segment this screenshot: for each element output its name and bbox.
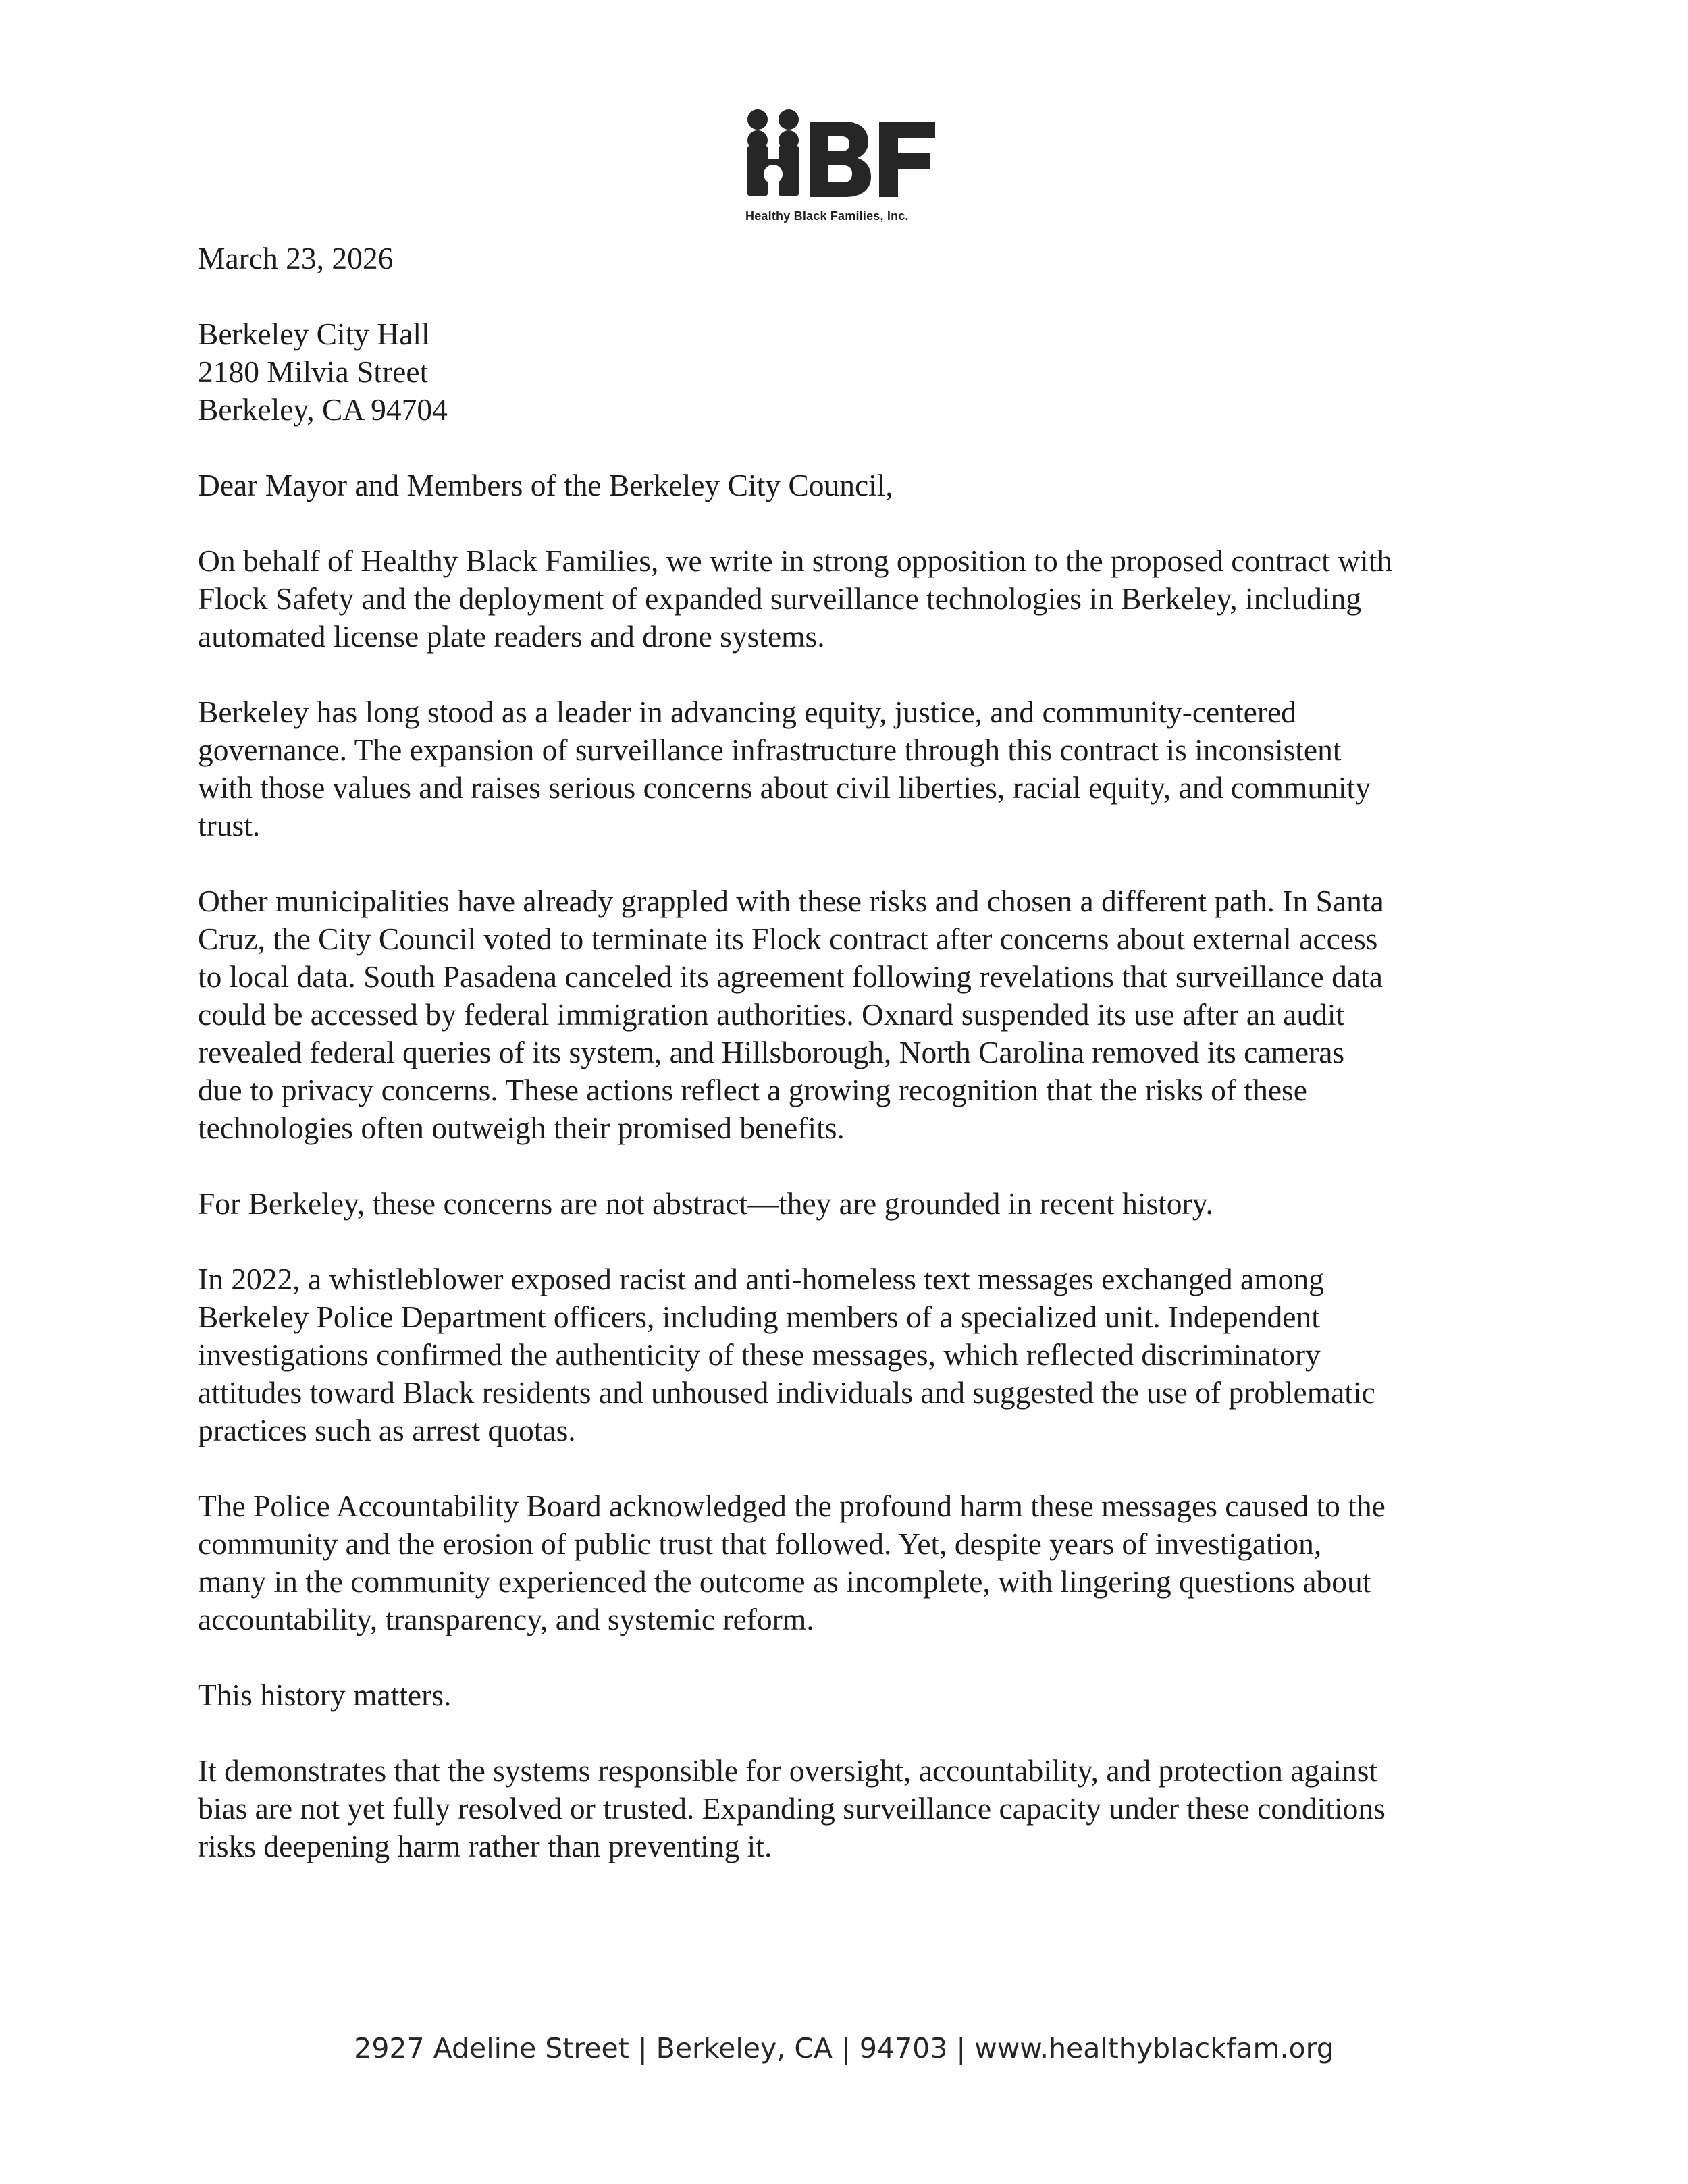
paragraph-line: Berkeley has long stood as a leader in advancing equity, justice, and community-centered	[198, 695, 1296, 729]
paragraph-line: For Berkeley, these concerns are not abstract—they are grounded in recent history.	[198, 1186, 1213, 1221]
recipient-address	[198, 315, 1508, 429]
paragraph-line: Cruz, the City Council voted to terminate its Flock contract after concerns about external access	[198, 922, 1378, 956]
letter-body	[198, 240, 1508, 1903]
letter-date: March 23, 2026	[198, 241, 394, 275]
paragraph-line: risks deepening harm rather than preventing it.	[198, 1829, 772, 1863]
paragraph-line: community and the erosion of public trust that followed. Yet, despite years of investigation,	[198, 1526, 1322, 1561]
paragraph-line: due to privacy concerns. These actions reflect a growing recognition that the risks of these	[198, 1073, 1307, 1107]
organization-name: Healthy Black Families, Inc.	[745, 209, 909, 223]
paragraph-line: On behalf of Healthy Black Families, we write in strong opposition to the proposed contract with	[198, 543, 1393, 578]
paragraph-line: Berkeley Police Department officers, including members of a specialized unit. Independent	[198, 1300, 1320, 1334]
recipient-name: Berkeley City Hall	[198, 317, 430, 351]
body-paragraph	[198, 1752, 1508, 1865]
letter-paragraphs	[198, 542, 1508, 1865]
body-paragraph	[198, 1676, 1508, 1714]
paragraph-line: bias are not yet fully resolved or trusted. Expanding surveillance capacity under these conditions	[198, 1791, 1386, 1826]
paragraph-line: practices such as arrest quotas.	[198, 1413, 576, 1447]
paragraph-line: to local data. South Pasadena canceled its agreement following revelations that surveillance data	[198, 959, 1383, 994]
paragraph-line: governance. The expansion of surveillance infrastructure through this contract is inconsistent	[198, 733, 1342, 767]
body-paragraph	[198, 1487, 1508, 1639]
salutation: Dear Mayor and Members of the Berkeley City Council,	[198, 468, 893, 502]
paragraph-line: In 2022, a whistleblower exposed racist and anti-homeless text messages exchanged among	[198, 1262, 1324, 1296]
paragraph-line: Flock Safety and the deployment of expanded surveillance technologies in Berkeley, including	[198, 581, 1362, 616]
paragraph-line: trust.	[198, 808, 261, 843]
paragraph-line: Other municipalities have already grappled with these risks and chosen a different path. In Santa	[198, 884, 1384, 918]
paragraph-line: attitudes toward Black residents and unhoused individuals and suggested the use of problematic	[198, 1375, 1375, 1410]
paragraph-line: It demonstrates that the systems responsible for oversight, accountability, and protection against	[198, 1753, 1378, 1788]
body-paragraph	[198, 1185, 1508, 1223]
paragraph-line: investigations confirmed the authenticity of these messages, which reflected discriminatory	[198, 1337, 1321, 1372]
body-paragraph	[198, 542, 1508, 656]
paragraph-line: with those values and raises serious concerns about civil liberties, racial equity, and community	[198, 770, 1371, 805]
body-paragraph	[198, 1260, 1508, 1449]
letterhead-logo	[743, 108, 945, 230]
paragraph-line: automated license plate readers and drone systems.	[198, 619, 825, 654]
recipient-street: 2180 Milvia Street	[198, 354, 429, 389]
body-paragraph	[198, 693, 1508, 845]
paragraph-line: accountability, transparency, and systemic reform.	[198, 1602, 814, 1636]
paragraph-line: many in the community experienced the outcome as incomplete, with lingering questions about	[198, 1564, 1371, 1599]
paragraph-line: revealed federal queries of its system, and Hillsborough, North Carolina removed its cameras	[198, 1035, 1345, 1069]
hbf-logo-mark	[743, 108, 939, 201]
body-paragraph	[198, 882, 1508, 1147]
paragraph-line: This history matters.	[198, 1678, 452, 1712]
paragraph-line: The Police Accountability Board acknowledged the profound harm these messages caused to the	[198, 1489, 1386, 1523]
footer-address: 2927 Adeline Street | Berkeley, CA | 94703 | www.healthyblackfam.org	[354, 2032, 1334, 2065]
paragraph-line: technologies often outweigh their promised benefits.	[198, 1111, 845, 1145]
paragraph-line: could be accessed by federal immigration authorities. Oxnard suspended its use after an audit	[198, 997, 1345, 1032]
recipient-city: Berkeley, CA 94704	[198, 392, 448, 427]
